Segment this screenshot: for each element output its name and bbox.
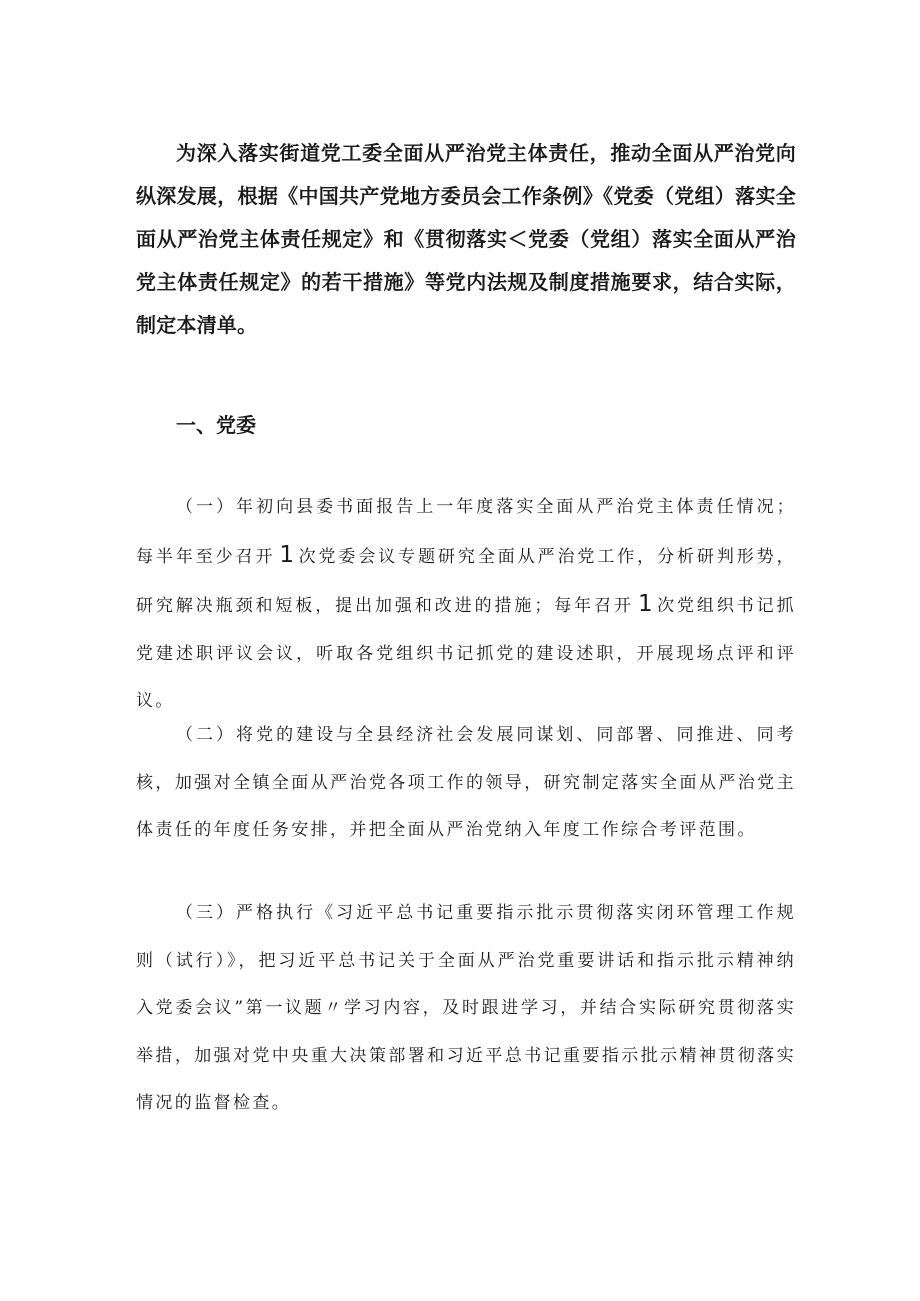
list-item-1-text-b: 次党委会议专题研究全面从严治党工作，分析研判形势，研究解决瓶颈和短板，提出加强和改进的措施；每年召开 [136, 546, 796, 616]
list-item-1 [136, 484, 796, 726]
intro-paragraph: 为深入落实街道党工委全面从严治党主体责任，推动全面从严治党向纵深发展，根据《中国共产党地方委员会工作条例》《党委（党组）落实全面从严治党主体责任规定》和《贯彻落实＜党委（党组）落实全面从严治党主体责任规定》的若干措施》等党内法规及制度措施要求，结合实际，制定本清单。 [136, 141, 796, 337]
list-item-1-text-c: 次党组织书记抓党建述职评议会议，听取各党组织书记抓党的建设述职，开展现场点评和评议。 [136, 596, 796, 711]
list-item-3: （三）严格执行《习近平总书记重要指示批示贯彻落实闭环管理工作规则（试行）》，把习近平总书记关于全面从严治党重要讲话和指示批示精神纳入党委会议”第一议题〃学习内容，及时跟进学习，并结合实际研究贯彻落实举措，加强对党中央重大决策部署和习近平总书记重要指示批示精神贯彻落实情况的监督检查。 [136, 903, 796, 1113]
section-heading: 一、党委 [176, 413, 256, 437]
list-item-1-number-a: 1 [279, 541, 295, 568]
list-item-1-text-a: （一）年初向县委书面报告上一年度落实全面从严治党主体责任情况；每半年至少召开 [136, 497, 796, 567]
list-item-2: （二）将党的建设与全县经济社会发展同谋划、同部署、同推进、同考核，加强对全镇全面从严治党各项工作的领导，研究制定落实全面从严治党主体责任的年度任务安排，并把全面从严治党纳入年度工作综合考评范围。 [136, 725, 796, 840]
list-item-1-number-b: 1 [637, 591, 653, 617]
